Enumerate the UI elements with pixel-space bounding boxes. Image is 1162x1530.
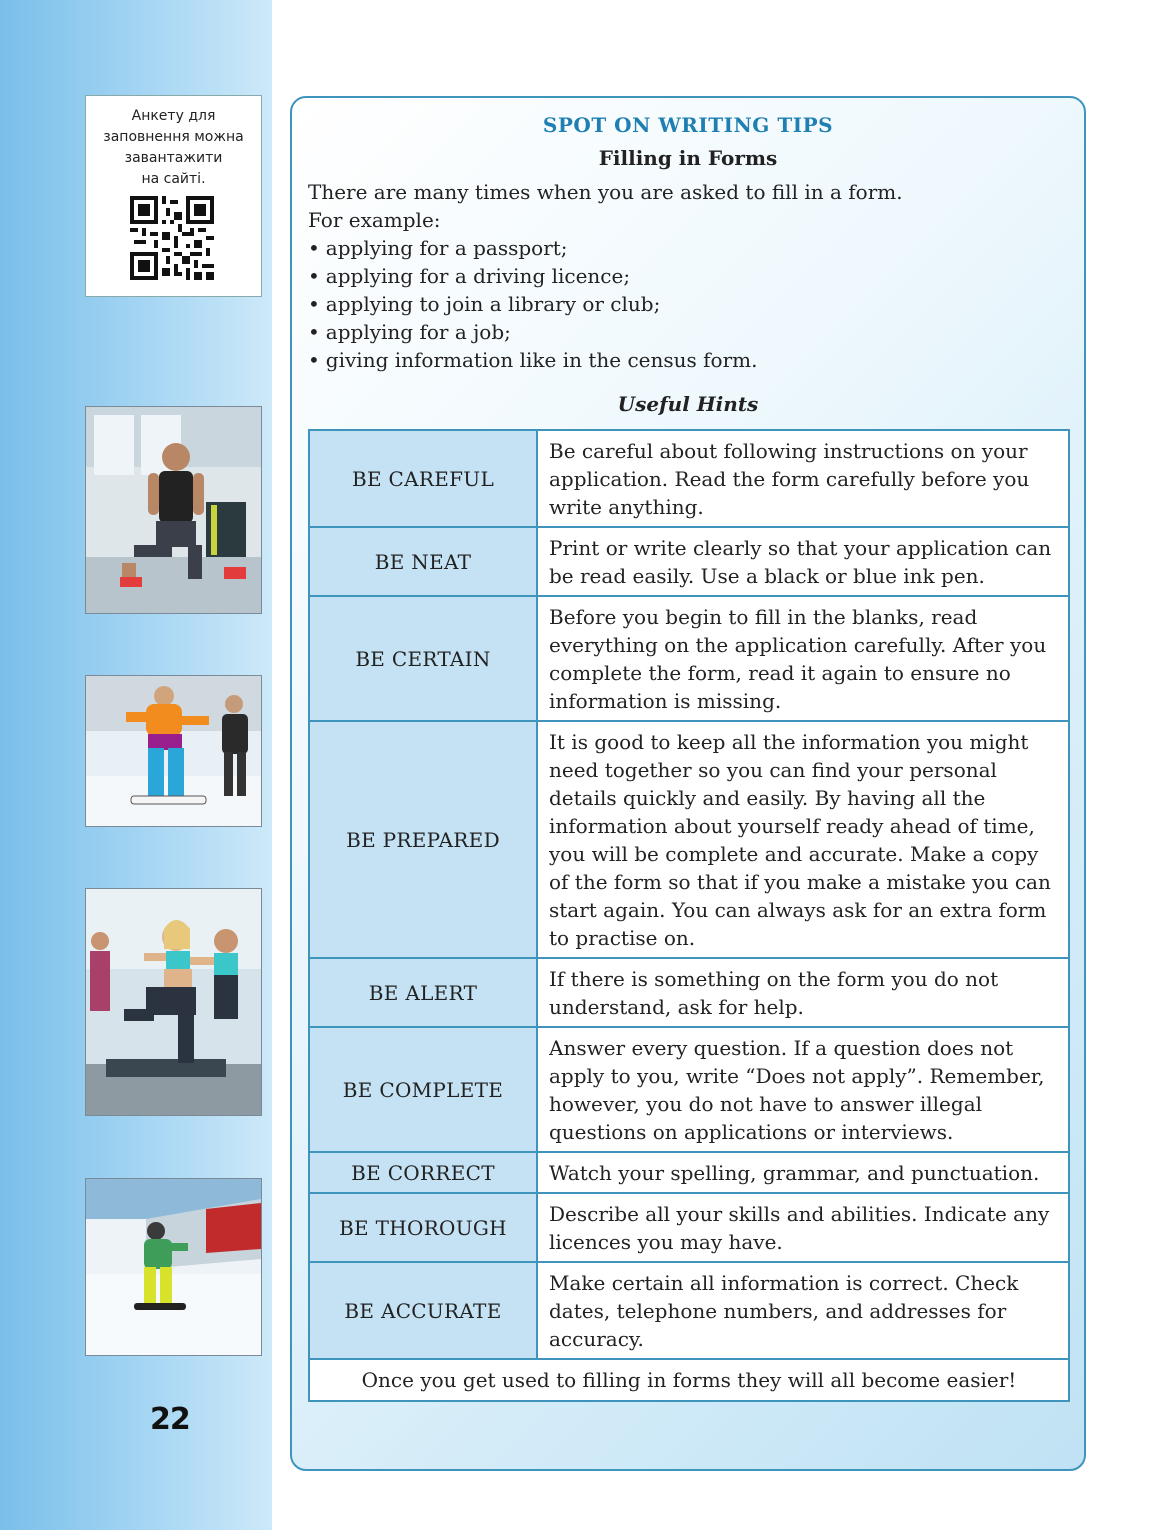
tips-subtitle: Filling in Forms (598, 146, 778, 170)
hint-label (309, 1027, 537, 1152)
hint-label (309, 1262, 537, 1359)
hint-label-text: BE ACCURATE (344, 1298, 502, 1323)
table-row (309, 1193, 1069, 1262)
intro-section (308, 178, 1068, 374)
hint-label (309, 1152, 537, 1193)
hint-label (309, 1193, 537, 1262)
hint-label-text: BE CAREFUL (351, 466, 495, 491)
list-item: • applying for a job; (308, 318, 1068, 346)
intro-line: For example: (308, 208, 441, 232)
hint-label-text: BE COMPLETE (342, 1077, 504, 1102)
qr-code-icon[interactable] (130, 196, 214, 280)
photo-step-aerobics (85, 888, 262, 1116)
hint-text: Before you begin to fill in the blanks, read everything on the application carefully. After you complete the form, read it again to ensure no information is missing. (537, 596, 1069, 721)
hint-label (309, 596, 537, 721)
qr-download-box (85, 95, 262, 297)
hint-label-text: BE THOROUGH (339, 1215, 507, 1240)
qr-caption-line: на сайті. (141, 171, 206, 187)
hint-text: Print or write clearly so that your application can be read easily. Use a black or blue ink pen. (537, 527, 1069, 596)
table-row (309, 430, 1069, 527)
qr-caption (86, 106, 261, 190)
tips-title: SPOT ON WRITING TIPS (542, 113, 834, 137)
hint-label-text: BE CORRECT (351, 1160, 495, 1185)
hint-text: Watch your spelling, grammar, and punctuation. (537, 1152, 1069, 1193)
table-footer-row (309, 1359, 1069, 1401)
hint-label-text: BE CERTAIN (355, 646, 491, 671)
hints-footer: Once you get used to filling in forms they will all become easier! (309, 1359, 1069, 1401)
hint-text: Describe all your skills and abilities. Indicate any licences you may have. (537, 1193, 1069, 1262)
hint-label-text: BE ALERT (368, 980, 478, 1005)
list-item: • applying to join a library or club; (308, 290, 1068, 318)
photo-snowboard-lesson (85, 675, 262, 827)
table-row (309, 721, 1069, 958)
table-row (309, 1262, 1069, 1359)
table-row (309, 1152, 1069, 1193)
hint-label (309, 721, 537, 958)
table-row (309, 527, 1069, 596)
hint-label (309, 527, 537, 596)
hint-text: It is good to keep all the information you might need together so you can find your personal details quickly and easily. By having all the information about yourself ready ahead of time, you will be complete and accurate. Make a copy of the form so that if you make a mistake you can start again. You can always ask for an extra form to practise on. (537, 721, 1069, 958)
page-number: 22 (150, 1402, 190, 1437)
table-row (309, 596, 1069, 721)
hints-title: Useful Hints (617, 392, 759, 416)
hint-text: Answer every question. If a question does not apply to you, write “Does not apply”. Remember, however, you do not have to answer illegal questions on applications or interviews. (537, 1027, 1069, 1152)
hint-label (309, 958, 537, 1027)
hints-table (308, 429, 1070, 1402)
hint-label (309, 430, 537, 527)
list-item: • giving information like in the census form. (308, 346, 1068, 374)
qr-caption-line: Анкету для (131, 108, 216, 124)
list-item: • applying for a passport; (308, 234, 1068, 262)
hint-label-text: BE NEAT (374, 549, 472, 574)
photo-child-snowboarding (85, 1178, 262, 1356)
table-row (309, 1027, 1069, 1152)
hint-text: Make certain all information is correct. Check dates, telephone numbers, and addresses for accuracy. (537, 1262, 1069, 1359)
table-row (309, 958, 1069, 1027)
qr-caption-line: заповнення можна (103, 129, 244, 145)
examples-list (308, 234, 1068, 374)
hint-text: If there is something on the form you do not understand, ask for help. (537, 958, 1069, 1027)
hint-label-text: BE PREPARED (346, 827, 500, 852)
photo-fitness-lunge (85, 406, 262, 614)
intro-line: There are many times when you are asked to fill in a form. (308, 180, 903, 204)
hint-text: Be careful about following instructions on your application. Read the form carefully before you write anything. (537, 430, 1069, 527)
list-item: • applying for a driving licence; (308, 262, 1068, 290)
qr-caption-line: завантажити (124, 150, 223, 166)
